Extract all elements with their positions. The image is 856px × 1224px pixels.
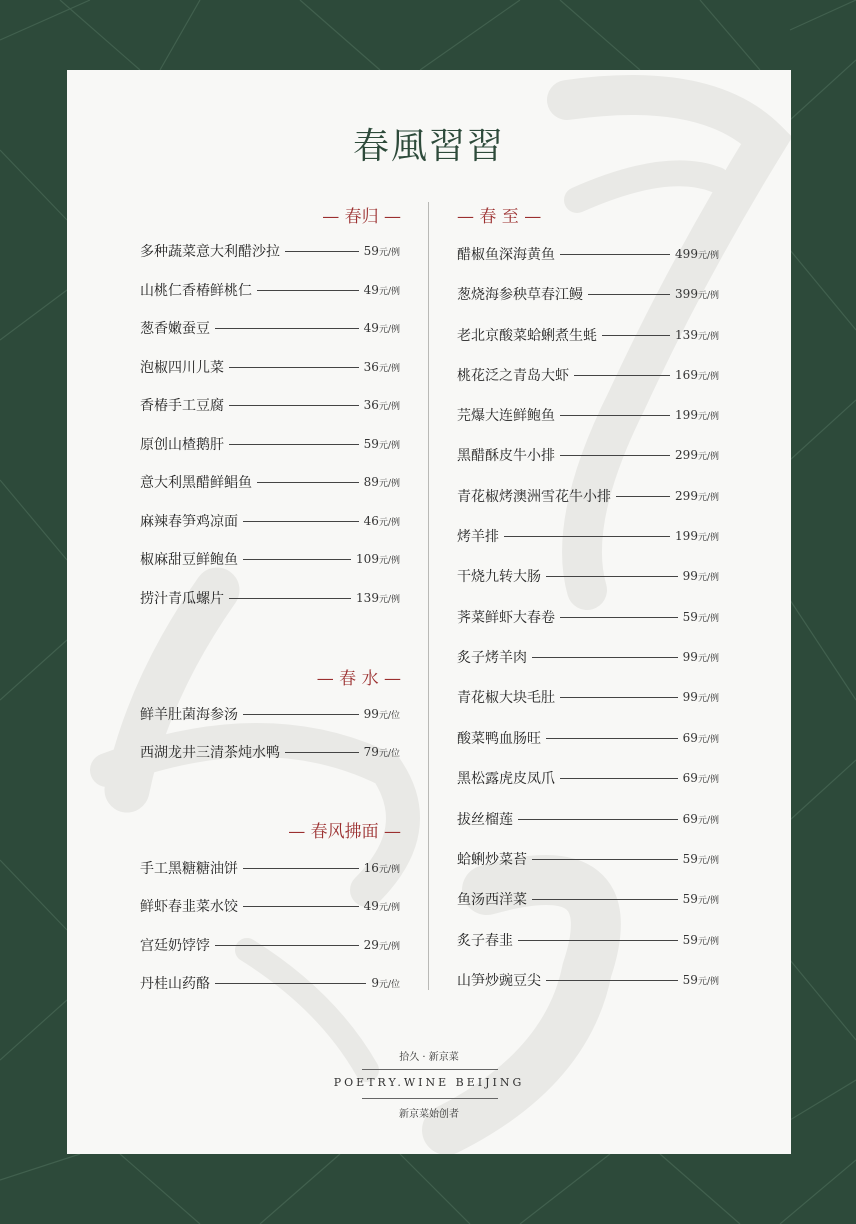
item-price xyxy=(683,852,719,866)
item-name: 鱼汤西洋菜 xyxy=(457,892,527,908)
item-name: 黑松露虎皮凤爪 xyxy=(457,771,555,787)
price-value: 9 xyxy=(371,976,379,990)
item-name: 荠菜鲜虾大春卷 xyxy=(457,610,555,626)
footer-slogan: 新京菜始创者 xyxy=(399,1109,459,1120)
leader-line xyxy=(229,598,351,599)
leader-line xyxy=(602,335,670,336)
menu-item xyxy=(457,929,719,951)
price-value: 69 xyxy=(682,731,698,745)
menu-item xyxy=(457,525,719,547)
price-unit: 元/例 xyxy=(378,865,400,875)
price-value: 99 xyxy=(682,650,698,664)
menu-item xyxy=(457,324,719,346)
price-value: 99 xyxy=(682,569,698,583)
leader-line xyxy=(532,657,678,658)
menu-item xyxy=(140,587,400,609)
menu-item xyxy=(457,485,719,507)
menu-item xyxy=(140,934,400,956)
price-value: 59 xyxy=(682,610,698,624)
item-price xyxy=(675,328,719,342)
menu-item xyxy=(140,510,400,532)
leader-line xyxy=(560,455,670,456)
item-price xyxy=(675,448,719,462)
price-value: 49 xyxy=(363,283,379,297)
item-name: 捞汁青瓜螺片 xyxy=(140,591,224,607)
menu-item xyxy=(140,857,400,879)
leader-line xyxy=(243,559,351,560)
item-price xyxy=(683,933,719,947)
menu-title: 春風習習 xyxy=(352,126,505,167)
price-unit: 元/位 xyxy=(378,749,400,759)
leader-line xyxy=(243,868,359,869)
price-value: 199 xyxy=(675,529,698,543)
price-unit: 元/例 xyxy=(697,573,719,583)
section-title-chunzhi: — 春 至 — xyxy=(457,207,542,227)
item-name: 黑醋酥皮牛小排 xyxy=(457,448,555,464)
menu-item xyxy=(457,646,719,668)
leader-line xyxy=(588,294,670,295)
item-price xyxy=(364,321,400,335)
leader-line xyxy=(616,496,670,497)
leader-line xyxy=(560,697,678,698)
item-price xyxy=(683,973,719,987)
item-name: 炙子烤羊肉 xyxy=(457,650,527,666)
menu-item xyxy=(457,686,719,708)
leader-line xyxy=(560,617,678,618)
leader-line xyxy=(229,367,359,368)
price-unit: 元/例 xyxy=(378,287,400,297)
section-title-chungui: — 春归 — xyxy=(322,207,401,227)
menu-item xyxy=(457,565,719,587)
price-unit: 元/例 xyxy=(697,977,719,987)
footer-brand-cn: 拾久 · 新京菜 xyxy=(399,1052,459,1063)
price-unit: 元/例 xyxy=(697,896,719,906)
item-name: 椒麻甜豆鲜鲍鱼 xyxy=(140,552,238,568)
price-unit: 元/例 xyxy=(697,614,719,624)
price-unit: 元/例 xyxy=(697,816,719,826)
menu-item xyxy=(457,969,719,991)
item-name: 青花椒大块毛肚 xyxy=(457,690,555,706)
item-price xyxy=(364,398,400,412)
price-unit: 元/例 xyxy=(378,441,400,451)
item-name: 泡椒四川儿菜 xyxy=(140,360,224,376)
price-unit: 元/例 xyxy=(697,332,719,342)
menu-item xyxy=(140,356,400,378)
item-price xyxy=(364,244,400,258)
leader-line xyxy=(215,328,359,329)
section-title-chunshui: — 春 水 — xyxy=(316,669,401,689)
price-unit: 元/例 xyxy=(697,694,719,704)
footer-brand-en: POETRY.WINE BEIJING xyxy=(333,1076,525,1089)
menu-item xyxy=(457,727,719,749)
item-price xyxy=(683,812,719,826)
item-name: 原创山楂鹅肝 xyxy=(140,437,224,453)
price-value: 199 xyxy=(675,408,698,422)
price-unit: 元/例 xyxy=(378,325,400,335)
leader-line xyxy=(257,290,359,291)
item-price xyxy=(364,437,400,451)
item-name: 山笋炒豌豆尖 xyxy=(457,973,541,989)
leader-line xyxy=(546,738,678,739)
item-price xyxy=(675,287,719,301)
price-value: 49 xyxy=(363,321,379,335)
item-price xyxy=(683,771,719,785)
price-value: 499 xyxy=(675,247,698,261)
item-name: 山桃仁香椿鲜桃仁 xyxy=(140,283,252,299)
price-value: 59 xyxy=(682,892,698,906)
item-price xyxy=(356,552,400,566)
item-price xyxy=(683,892,719,906)
item-price xyxy=(364,514,400,528)
menu-item xyxy=(457,888,719,910)
footer-rule-bottom xyxy=(362,1098,498,1099)
price-unit: 元/例 xyxy=(697,775,719,785)
leader-line xyxy=(546,980,678,981)
menu-item xyxy=(457,848,719,870)
menu-item xyxy=(457,808,719,830)
menu-item xyxy=(457,404,719,426)
item-price xyxy=(675,529,719,543)
item-price xyxy=(364,899,400,913)
item-price xyxy=(675,408,719,422)
leader-line xyxy=(504,536,670,537)
price-unit: 元/例 xyxy=(378,402,400,412)
column-divider xyxy=(428,202,429,990)
menu-item xyxy=(140,471,400,493)
price-unit: 元/位 xyxy=(378,711,400,721)
menu-item xyxy=(140,548,400,570)
price-unit: 元/例 xyxy=(378,556,400,566)
leader-line xyxy=(574,375,670,376)
item-name: 酸菜鸭血肠旺 xyxy=(457,731,541,747)
item-price xyxy=(364,283,400,297)
menu-item xyxy=(140,317,400,339)
item-price xyxy=(675,368,719,382)
menu-item xyxy=(457,767,719,789)
price-value: 169 xyxy=(675,368,698,382)
item-price xyxy=(371,976,400,990)
item-name: 芫爆大连鲜鲍鱼 xyxy=(457,408,555,424)
leader-line xyxy=(560,254,670,255)
price-unit: 元/例 xyxy=(697,654,719,664)
item-name: 香椿手工豆腐 xyxy=(140,398,224,414)
item-name: 桃花泛之青岛大虾 xyxy=(457,368,569,384)
item-price xyxy=(683,610,719,624)
price-value: 79 xyxy=(363,745,379,759)
menu-item xyxy=(140,433,400,455)
item-name: 葱香嫩蚕豆 xyxy=(140,321,210,337)
price-value: 109 xyxy=(356,552,379,566)
leader-line xyxy=(560,778,678,779)
item-name: 意大利黑醋鲜鲳鱼 xyxy=(140,475,252,491)
price-unit: 元/例 xyxy=(697,412,719,422)
item-name: 多种蔬菜意大利醋沙拉 xyxy=(140,244,280,260)
item-price xyxy=(683,569,719,583)
item-name: 拔丝榴莲 xyxy=(457,812,513,828)
item-name: 手工黑糖糖油饼 xyxy=(140,861,238,877)
menu-item xyxy=(457,243,719,265)
price-unit: 元/例 xyxy=(378,595,400,605)
price-unit: 元/例 xyxy=(378,942,400,952)
item-name: 丹桂山药酪 xyxy=(140,976,210,992)
price-value: 299 xyxy=(675,489,698,503)
price-value: 59 xyxy=(363,244,379,258)
item-price xyxy=(683,690,719,704)
menu-item xyxy=(140,279,400,301)
leader-line xyxy=(560,415,670,416)
price-value: 69 xyxy=(682,812,698,826)
price-value: 69 xyxy=(682,771,698,785)
leader-line xyxy=(532,859,678,860)
price-unit: 元/例 xyxy=(697,452,719,462)
item-name: 鲜虾春韭菜水饺 xyxy=(140,899,238,915)
leader-line xyxy=(229,405,359,406)
item-price xyxy=(675,247,719,261)
menu-item xyxy=(140,895,400,917)
item-name: 老北京酸菜蛤蜊煮生蚝 xyxy=(457,328,597,344)
item-name: 醋椒鱼深海黄鱼 xyxy=(457,247,555,263)
item-name: 干烧九转大肠 xyxy=(457,569,541,585)
menu-paper xyxy=(67,70,791,1154)
price-value: 99 xyxy=(682,690,698,704)
price-unit: 元/例 xyxy=(697,493,719,503)
leader-line xyxy=(285,752,359,753)
item-name: 炙子春韭 xyxy=(457,933,513,949)
item-price xyxy=(364,707,400,721)
menu-item xyxy=(140,972,400,994)
price-value: 59 xyxy=(682,933,698,947)
price-value: 139 xyxy=(356,591,379,605)
price-unit: 元/例 xyxy=(697,291,719,301)
menu-item xyxy=(140,394,400,416)
item-name: 葱烧海参秧草春江鳗 xyxy=(457,287,583,303)
menu-item xyxy=(457,283,719,305)
price-unit: 元/例 xyxy=(697,372,719,382)
leader-line xyxy=(518,819,678,820)
leader-line xyxy=(257,482,359,483)
item-price xyxy=(683,650,719,664)
menu-item xyxy=(457,364,719,386)
price-unit: 元/例 xyxy=(697,937,719,947)
price-value: 36 xyxy=(363,360,379,374)
price-value: 399 xyxy=(675,287,698,301)
price-unit: 元/位 xyxy=(378,980,400,990)
leader-line xyxy=(243,521,359,522)
price-value: 59 xyxy=(682,973,698,987)
footer-rule-top xyxy=(362,1069,498,1070)
price-value: 16 xyxy=(363,861,379,875)
leader-line xyxy=(285,251,359,252)
menu-item xyxy=(140,240,400,262)
leader-line xyxy=(243,714,359,715)
price-value: 89 xyxy=(363,475,379,489)
leader-line xyxy=(215,945,359,946)
price-unit: 元/例 xyxy=(697,533,719,543)
leader-line xyxy=(229,444,359,445)
price-unit: 元/例 xyxy=(378,364,400,374)
item-price xyxy=(364,861,400,875)
item-name: 宫廷奶饽饽 xyxy=(140,938,210,954)
item-price xyxy=(675,489,719,503)
price-unit: 元/例 xyxy=(697,735,719,745)
item-price xyxy=(356,591,400,605)
item-name: 西湖龙井三清茶炖水鸭 xyxy=(140,745,280,761)
price-value: 46 xyxy=(363,514,379,528)
item-name: 蛤蜊炒菜苔 xyxy=(457,852,527,868)
leader-line xyxy=(546,576,678,577)
price-value: 49 xyxy=(363,899,379,913)
price-value: 59 xyxy=(682,852,698,866)
price-unit: 元/例 xyxy=(697,856,719,866)
leader-line xyxy=(243,906,359,907)
item-name: 鲜羊肚菌海参汤 xyxy=(140,707,238,723)
leader-line xyxy=(215,983,366,984)
item-name: 麻辣春笋鸡凉面 xyxy=(140,514,238,530)
price-value: 299 xyxy=(675,448,698,462)
price-unit: 元/例 xyxy=(378,518,400,528)
item-name: 青花椒烤澳洲雪花牛小排 xyxy=(457,489,611,505)
price-value: 59 xyxy=(363,437,379,451)
price-unit: 元/例 xyxy=(378,248,400,258)
leader-line xyxy=(518,940,678,941)
item-price xyxy=(364,475,400,489)
item-price xyxy=(364,938,400,952)
item-name: 烤羊排 xyxy=(457,529,499,545)
price-unit: 元/例 xyxy=(378,479,400,489)
price-unit: 元/例 xyxy=(378,903,400,913)
menu-item xyxy=(140,703,400,725)
price-value: 29 xyxy=(363,938,379,952)
item-price xyxy=(364,745,400,759)
item-price xyxy=(683,731,719,745)
menu-item xyxy=(457,606,719,628)
leader-line xyxy=(532,899,678,900)
price-value: 139 xyxy=(675,328,698,342)
price-value: 36 xyxy=(363,398,379,412)
price-unit: 元/例 xyxy=(697,251,719,261)
menu-item xyxy=(457,444,719,466)
menu-item xyxy=(140,741,400,763)
item-price xyxy=(364,360,400,374)
price-value: 99 xyxy=(363,707,379,721)
section-title-chunfeng: — 春风拂面 — xyxy=(288,822,401,842)
